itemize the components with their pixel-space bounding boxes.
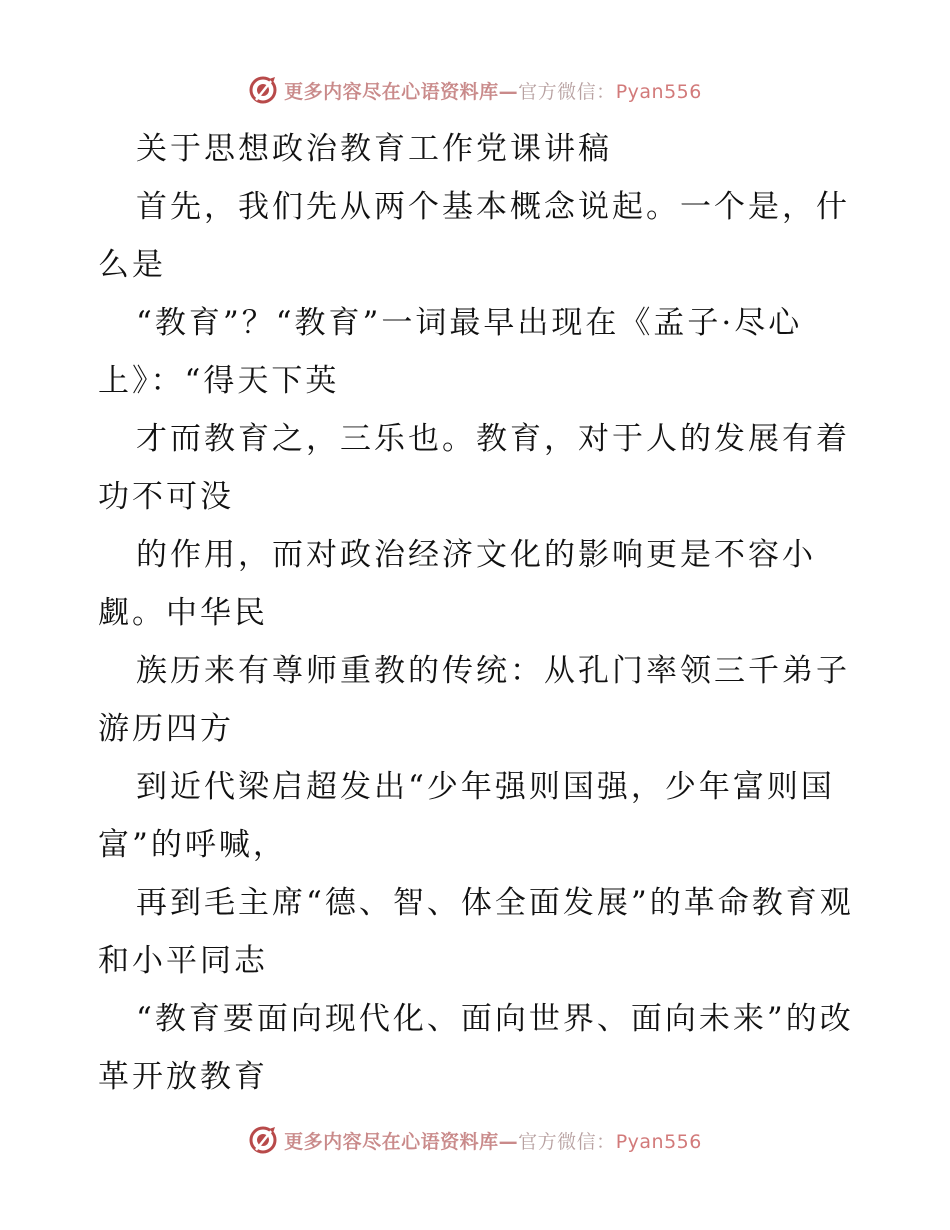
pen-circle-logo-icon (248, 1125, 278, 1155)
banner-wechat-id: Pyan556 (615, 1130, 702, 1153)
banner-text (284, 1127, 702, 1154)
banner-wechat-label: 官方微信： (518, 80, 616, 103)
banner-wechat-id: Pyan556 (615, 80, 702, 103)
banner-main-text: 更多内容尽在心语资料库 (284, 80, 499, 103)
banner-dash: — (498, 80, 519, 103)
banner-main-text: 更多内容尽在心语资料库 (284, 1130, 499, 1153)
footer-banner (0, 1122, 950, 1158)
paragraph-7: 再到毛主席“德、智、体全面发展”的革命教育观和小平同志 (98, 885, 854, 979)
banner-wechat-label: 官方微信： (518, 1130, 616, 1153)
paragraph-1: 首先，我们先从两个基本概念说起。一个是，什么是 (98, 189, 850, 283)
paragraph-3: 才而教育之，三乐也。教育，对于人的发展有着功不可没 (98, 421, 850, 515)
paragraph-4: 的作用，而对政治经济文化的影响更是不容小觑。中华民 (98, 537, 816, 631)
document-title: 关于思想政治教育工作党课讲稿 (136, 131, 612, 167)
banner-text (284, 77, 702, 104)
document-body (98, 120, 858, 1106)
header-banner (0, 72, 950, 108)
paragraph-8: “教育要面向现代化、面向世界、面向未来”的改革开放教育 (98, 1001, 854, 1095)
banner-dash: — (498, 1130, 519, 1153)
paragraph-6: 到近代梁启超发出“少年强则国强，少年富则国富”的呼喊， (98, 769, 835, 863)
paragraph-5: 族历来有尊师重教的传统：从孔门率领三千弟子游历四方 (98, 653, 850, 747)
pen-circle-logo-icon (248, 75, 278, 105)
paragraph-2: “教育”？“教育”一词最早出现在《孟子·尽心上》：“得天下英 (98, 305, 803, 399)
